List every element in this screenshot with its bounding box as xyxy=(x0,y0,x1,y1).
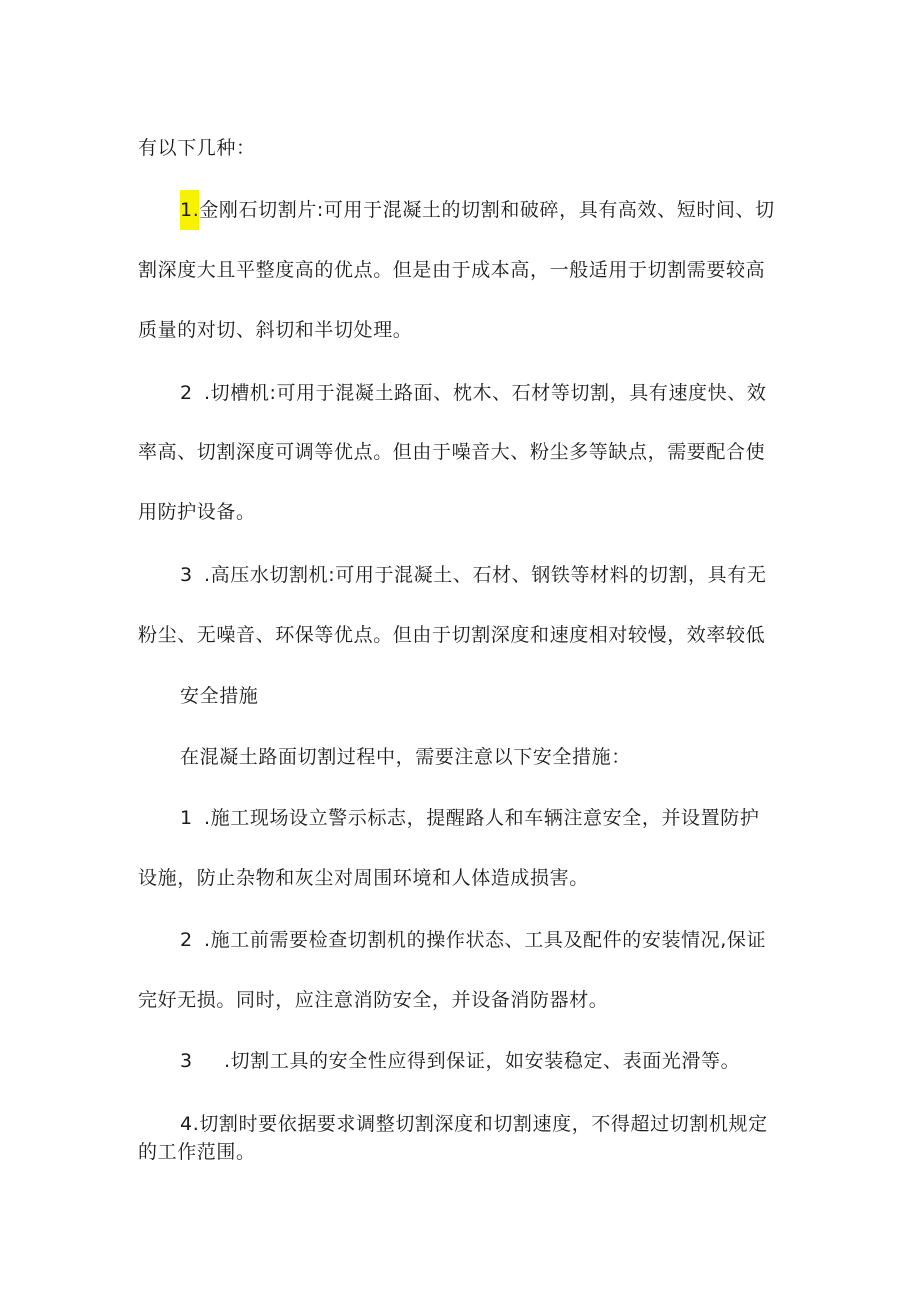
intro-line: 有以下几种： xyxy=(138,137,256,159)
safety-4-line-2: 的工作范围。 xyxy=(138,1141,256,1163)
item-1-line-1 xyxy=(180,198,775,222)
item-3-line-1 xyxy=(180,563,766,587)
safety-1-number: 1 xyxy=(180,807,193,829)
safety-3-line-1 xyxy=(180,1049,740,1073)
safety-2-line-1 xyxy=(180,928,766,952)
item-1-text: 金刚石切割片:可用于混凝土的切割和破碎，具有高效、短时间、切 xyxy=(199,199,775,221)
item-3-line-2: 粉尘、无噪音、环保等优点。但由于切割深度和速度相对较慢，效率较低 xyxy=(138,624,766,646)
safety-1-text: .施工现场设立警示标志，提醒路人和车辆注意安全，并设置防护 xyxy=(204,807,760,829)
item-2-line-2: 率高、切割深度可调等优点。但由于噪音大、粉尘多等缺点，需要配合使 xyxy=(138,441,766,463)
safety-1-line-1 xyxy=(180,806,759,830)
item-1-line-3: 质量的对切、斜切和半切处理。 xyxy=(138,319,413,341)
item-2-line-1 xyxy=(180,381,766,405)
safety-3-number: 3 xyxy=(180,1050,193,1072)
item-1-number-highlight: 1. xyxy=(180,190,199,230)
item-2-number: 2 xyxy=(180,382,193,404)
safety-2-number: 2 xyxy=(180,929,193,951)
item-1-line-2: 割深度大且平整度高的优点。但是由于成本高，一般适用于切割需要较高 xyxy=(138,259,766,281)
item-2-text: .切槽机:可用于混凝土路面、枕木、石材等切割，具有速度快、效 xyxy=(204,382,767,404)
safety-3-text: .切割工具的安全性应得到保证，如安装稳定、表面光滑等。 xyxy=(224,1050,741,1072)
safety-2-text: .施工前需要检查切割机的操作状态、工具及配件的安装情况,保证 xyxy=(204,929,767,951)
item-3-number: 3 xyxy=(180,564,193,586)
safety-1-line-2: 设施，防止杂物和灰尘对周围环境和人体造成损害。 xyxy=(138,867,589,889)
item-2-line-3: 用防护设备。 xyxy=(138,501,256,523)
safety-2-line-2: 完好无损。同时，应注意消防安全，并设备消防器材。 xyxy=(138,989,609,1011)
item-3-text: .高压水切割机:可用于混凝土、石材、钢铁等材料的切割，具有无 xyxy=(204,564,767,586)
section-intro: 在混凝土路面切割过程中，需要注意以下安全措施： xyxy=(180,746,631,768)
section-heading: 安全措施 xyxy=(180,685,259,707)
safety-4-line-1: 4.切割时要依据要求调整切割深度和切割速度，不得超过切割机规定 xyxy=(180,1113,768,1135)
